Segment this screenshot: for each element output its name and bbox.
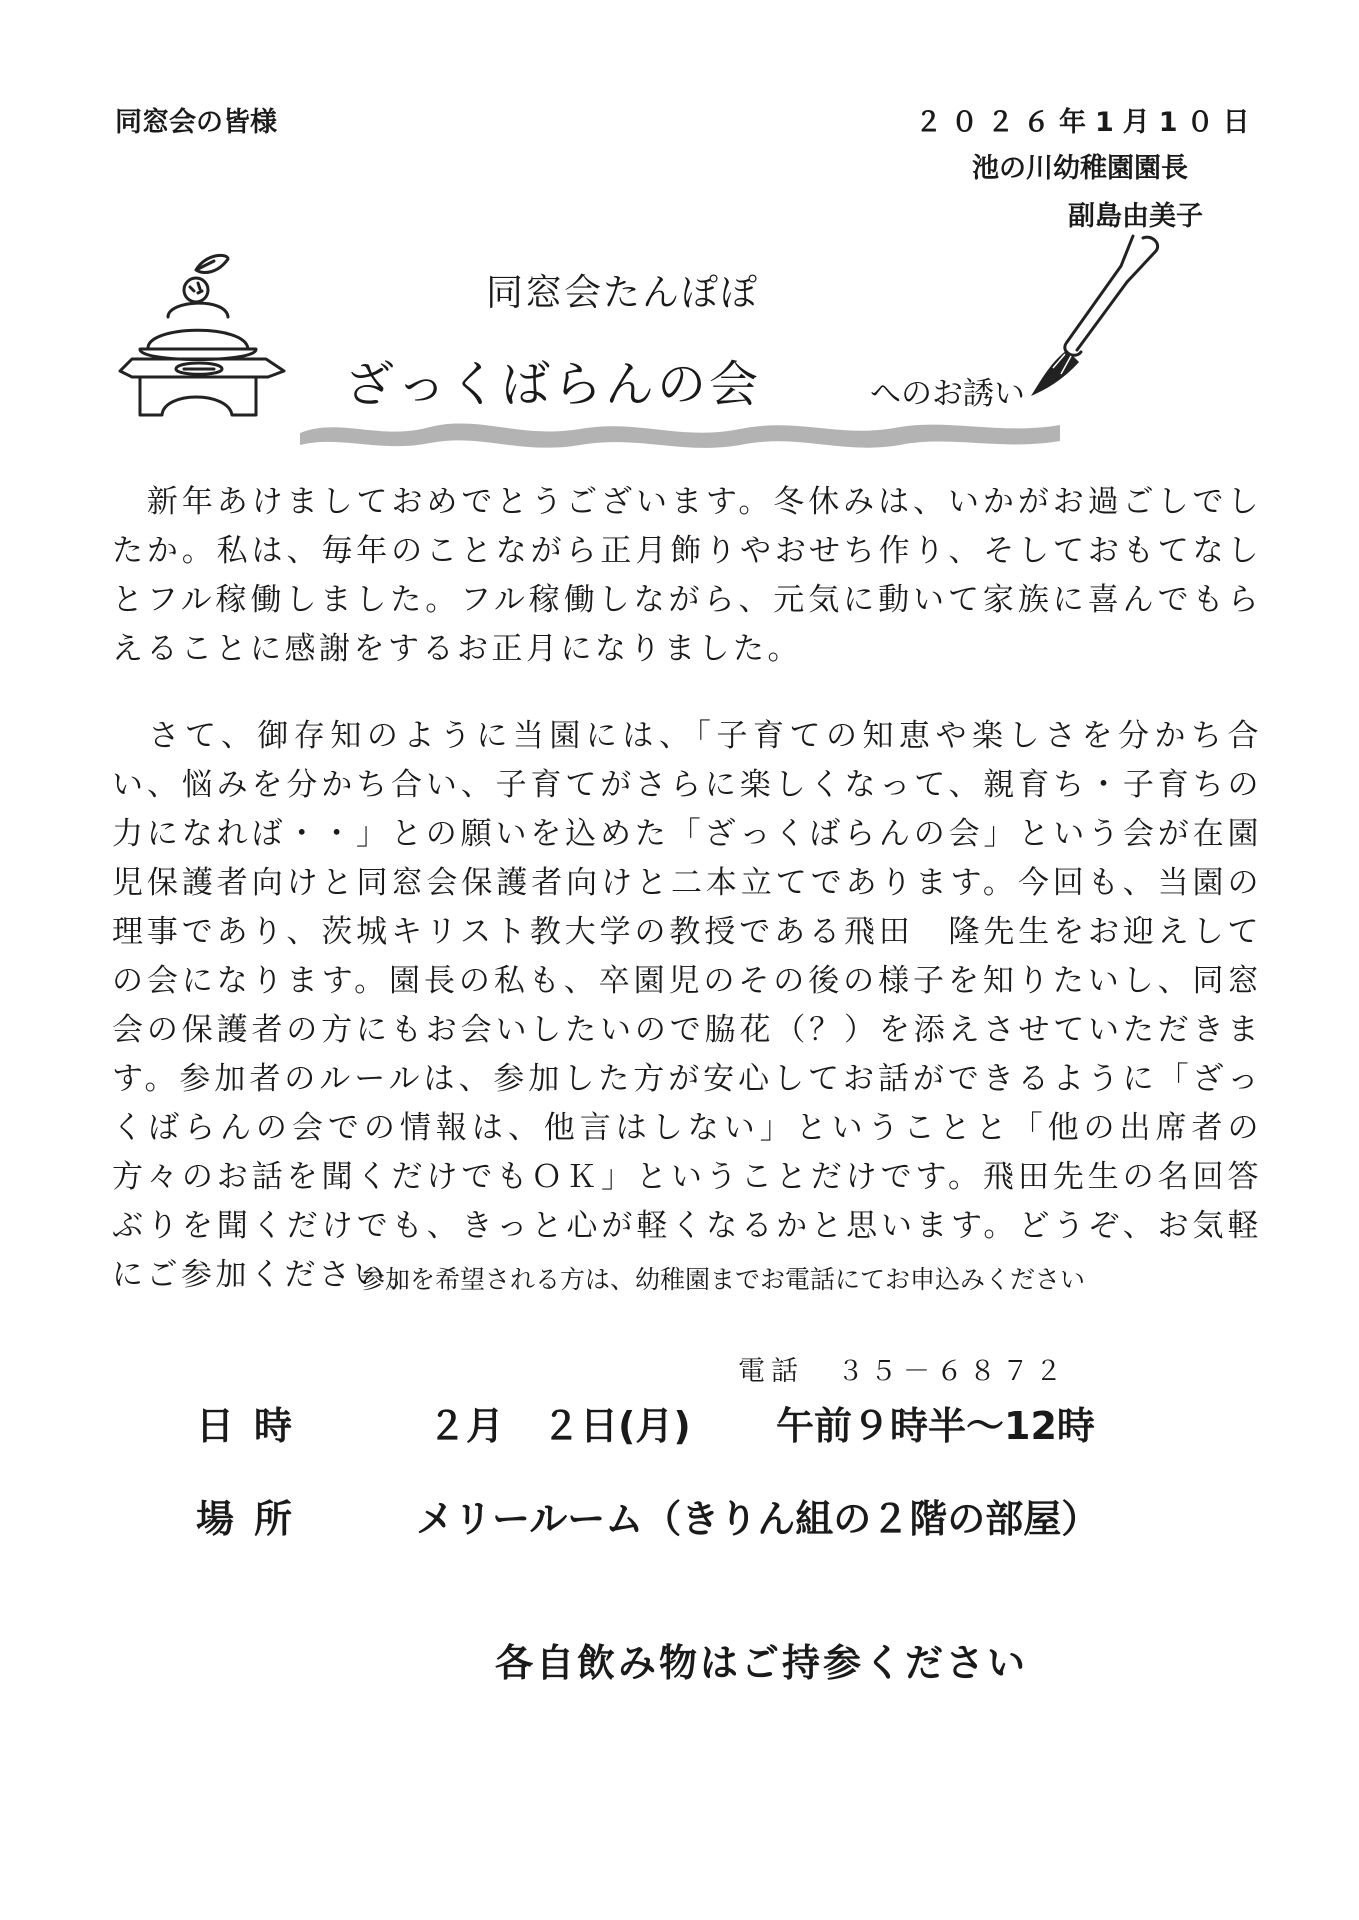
body-paragraph-2: さて、御存知のように当園には、「子育ての知恵や楽しさを分かち合い、悩みを分かち合い、子育てがさらに楽しくなって、親育ち・子育ちの力になれば・・」との願いを込めた「ざっくばらんの会」という会が在園児保護者向けと同窓会保護者向けと二本立てであります。今回も、当園の理事であり、茨城キリスト教大学の教授である飛田 隆先生をお迎えしての会になります。園長の私も、卒園児のその後の様子を知りたいし、同窓会の保護者の方にもお会いしたいので脇花（？）を添えさせていただきます。参加者のルールは、参加した方が安心してお話ができるように「ざっくばらんの会での情報は、他言はしない」ということと「他の出席者の方々のお話を聞くだけでもＯＫ」ということだけです。飛田先生の名回答ぶりを聞くだけでも、きっと心が軽くなるかと思います。どうぞ、お気軽にご参加ください。: [112, 718, 1262, 1293]
drinks-note: 各自飲み物はご持参ください: [495, 1641, 1029, 1685]
application-note: 参加を希望される方は、幼稚園までお電話にてお申込みください: [360, 1265, 1086, 1294]
place-value: メリールーム（きりん組の２階の部屋）: [416, 1497, 1100, 1541]
datetime-label: 日時: [196, 1404, 313, 1448]
event-title: ざっくばらんの会: [345, 356, 762, 413]
calligraphy-brush-icon: [1015, 230, 1175, 410]
principal-name: 副島由美子: [1068, 201, 1203, 232]
addressee: 同窓会の皆様: [115, 107, 277, 138]
event-title-suffix: へのお誘い: [870, 376, 1025, 412]
group-title: 同窓会たんぽぽ: [486, 271, 759, 314]
date: ２０２６年1月1０日: [915, 107, 1259, 138]
phone-number: 電話 ３５－６８７２: [738, 1356, 1068, 1387]
place-label: 場所: [196, 1497, 313, 1541]
body-paragraph-1: 新年あけましておめでとうございます。冬休みは、いかがお過ごしでしたか。私は、毎年のことながら正月飾りやおせち作り、そしておもてなしとフル稼働しました。フル稼働しながら、元気に動いて家族に喜んでもらえることに感謝をするお正月になりました。: [112, 484, 1262, 667]
datetime-date: ２月 ２日(月): [428, 1404, 691, 1448]
datetime-time: 午前９時半～12時: [776, 1404, 1095, 1448]
school-name: 池の川幼稚園園長: [972, 153, 1188, 184]
kagami-mochi-icon: [118, 245, 298, 430]
